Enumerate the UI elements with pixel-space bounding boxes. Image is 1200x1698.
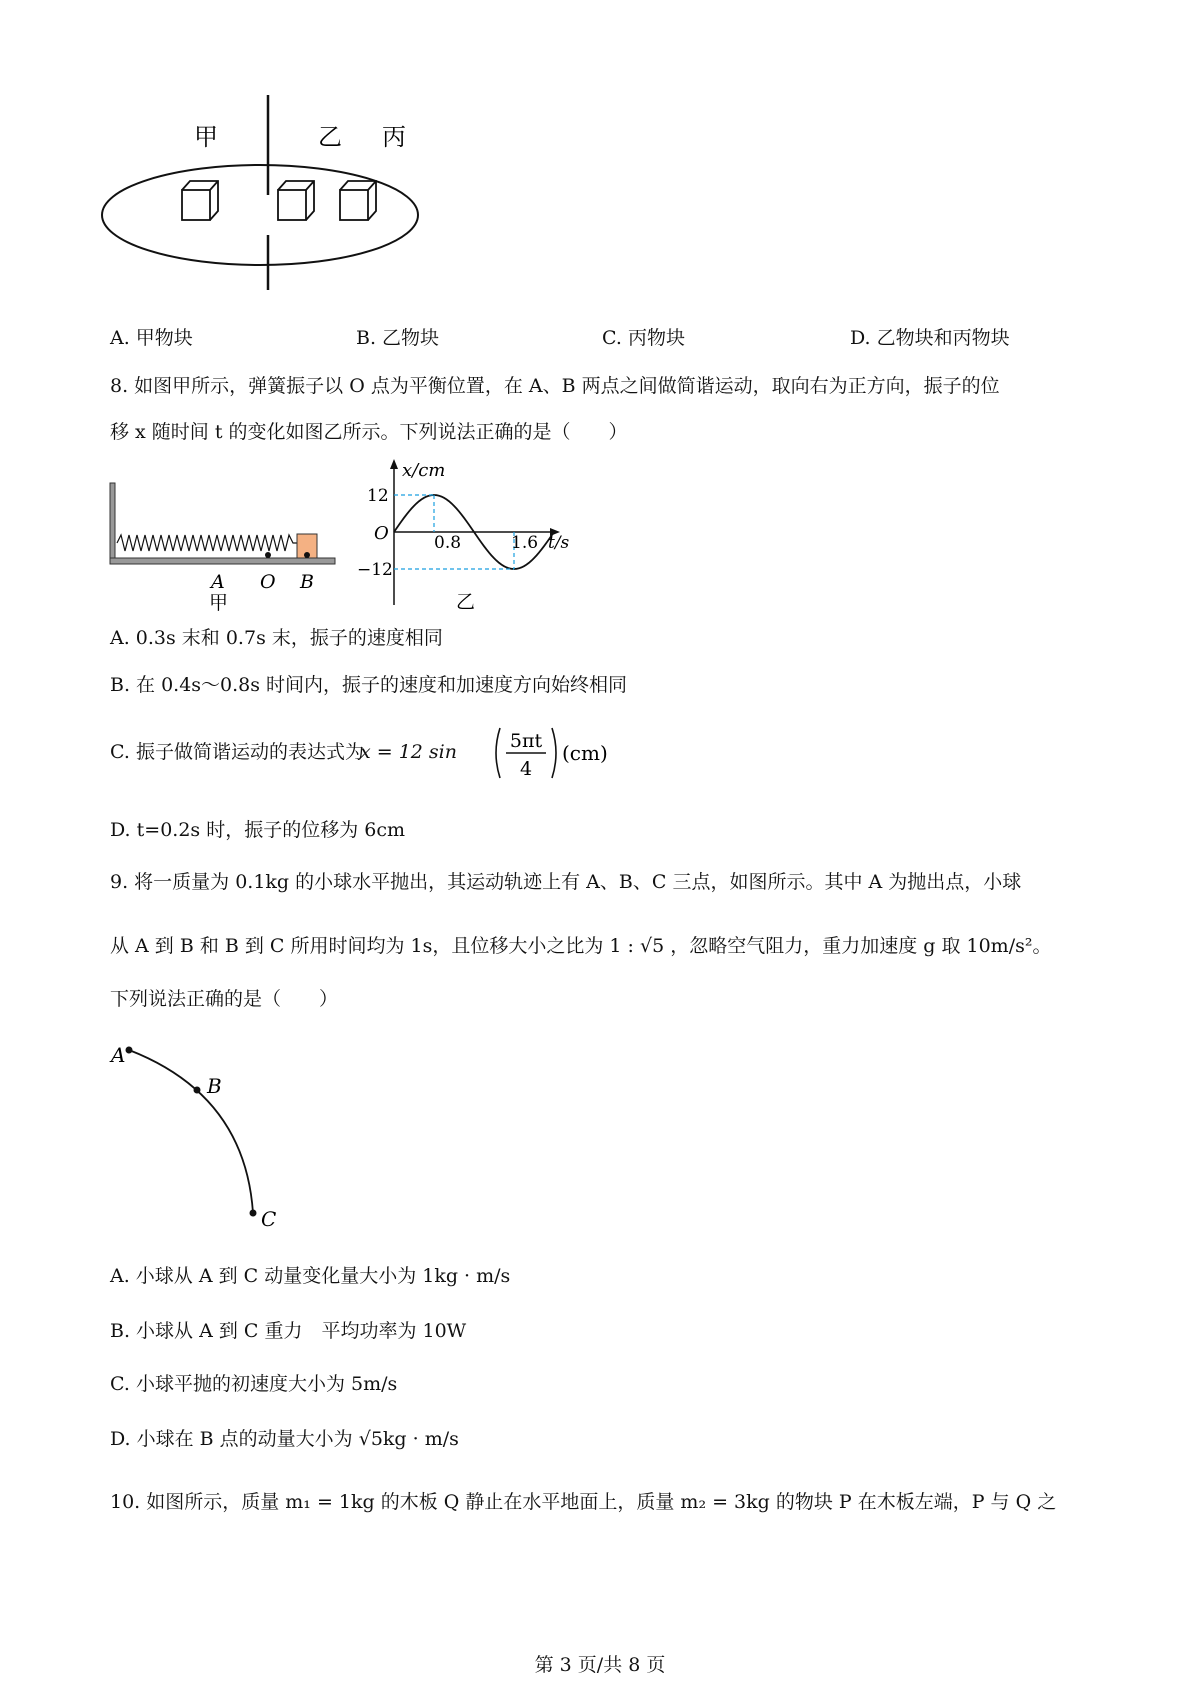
label-a: A: [211, 571, 225, 593]
q8-option-a: A. 0.3s 末和 0.7s 末，振子的速度相同: [110, 627, 443, 649]
label-b: B: [300, 571, 314, 593]
block-bing: [340, 181, 376, 220]
point-a: [126, 1047, 133, 1054]
unit-cm: (cm): [562, 741, 608, 765]
q8-option-c-formula: x = 12 sin: [360, 741, 457, 763]
q10-stem-line1: 10. 如图所示，质量 m₁ = 1kg 的木板 Q 静止在水平地面上，质量 m₂ = 3kg 的物块 P 在木板左端，P 与 Q 之: [110, 1491, 1057, 1513]
label-yi: 乙: [318, 123, 342, 151]
label-b: B: [207, 1074, 222, 1098]
q9-option-a: A. 小球从 A 到 C 动量变化量大小为 1kg · m/s: [110, 1265, 511, 1287]
tick-12: 12: [367, 486, 389, 506]
q8-option-b: B. 在 0.4s～0.8s 时间内，振子的速度和加速度方向始终相同: [110, 674, 628, 696]
tick-0.8: 0.8: [434, 533, 462, 553]
q7-option-d: D. 乙物块和丙物块: [850, 327, 1010, 349]
caption-jia: 甲: [209, 592, 229, 613]
tick-neg12: −12: [357, 560, 393, 580]
trajectory-curve: [129, 1050, 253, 1213]
q7-option-b: B. 乙物块: [356, 327, 440, 349]
q8-option-c-fraction: [490, 722, 630, 784]
q9-stem-line1: 9. 将一质量为 0.1kg 的小球水平抛出，其运动轨迹上有 A、B、C 三点，如图所示。其中 A 为抛出点，小球: [110, 871, 1022, 893]
y-axis-label: x/cm: [402, 460, 446, 481]
label-jia: 甲: [194, 123, 218, 151]
figure-spring-oscillator: [105, 478, 337, 613]
q9-option-b: B. 小球从 A 到 C 重力 平均功率为 10W: [110, 1320, 467, 1342]
figure-displacement-graph: [352, 455, 572, 613]
q9-stem-line3: 下列说法正确的是（ ）: [110, 988, 339, 1010]
point-b: [194, 1087, 201, 1094]
q8-stem-line1: 8. 如图甲所示，弹簧振子以 O 点为平衡位置，在 A、B 两点之间做简谐运动，取向右为正方向，振子的位: [110, 375, 1000, 397]
q9-option-c: C. 小球平抛的初速度大小为 5m/s: [110, 1373, 398, 1395]
tick-1.6: 1.6: [511, 533, 539, 553]
q8-option-c-text: C. 振子做简谐运动的表达式为: [110, 741, 364, 763]
page-footer: 第 3 页/共 8 页: [534, 1654, 666, 1676]
origin-label: O: [374, 523, 389, 544]
q9-option-d: D. 小球在 B 点的动量大小为 √5kg · m/s: [110, 1428, 459, 1450]
block-jia: [182, 181, 218, 220]
caption-yi: 乙: [456, 591, 476, 613]
point-c: [250, 1210, 257, 1217]
q8-stem-line2: 移 x 随时间 t 的变化如图乙所示。下列说法正确的是（ ）: [110, 421, 628, 443]
figure-rotating-disc: [100, 95, 430, 295]
q7-option-a: A. 甲物块: [110, 327, 193, 349]
label-o: O: [260, 571, 276, 593]
label-bing: 丙: [382, 123, 406, 151]
label-a: A: [111, 1043, 126, 1067]
q8-option-d: D. t=0.2s 时，振子的位移为 6cm: [110, 819, 405, 841]
q7-option-c: C. 丙物块: [602, 327, 685, 349]
fraction-numerator: 5πt: [509, 730, 543, 752]
label-c: C: [261, 1207, 277, 1231]
fraction-denominator: 4: [519, 758, 533, 780]
figure-projectile-trajectory: [105, 1035, 285, 1235]
q9-stem-line2: 从 A 到 B 和 B 到 C 所用时间均为 1s，且位移大小之比为 1 : √5 ，忽略空气阻力，重力加速度 g 取 10m/s²。: [110, 935, 1052, 957]
spring: [117, 535, 297, 551]
block-yi: [278, 181, 314, 220]
x-axis-label: t/s: [548, 533, 570, 553]
